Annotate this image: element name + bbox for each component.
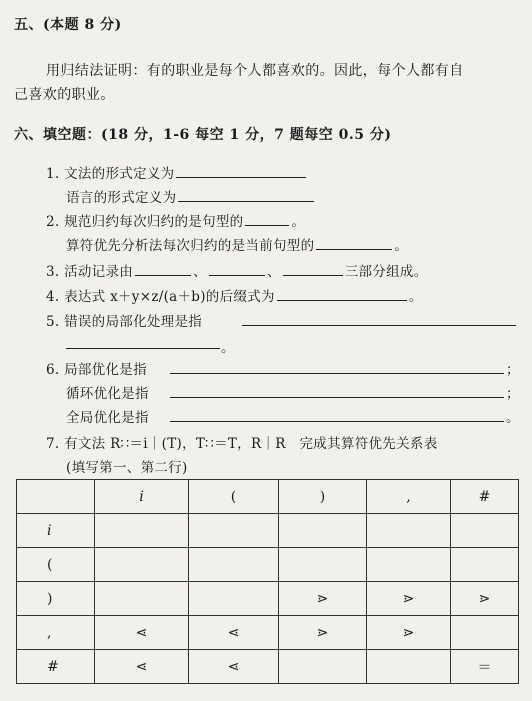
- table-row-header: #: [17, 650, 95, 684]
- table-cell[interactable]: [367, 514, 451, 548]
- table-cell[interactable]: [451, 514, 519, 548]
- table-cell[interactable]: [189, 514, 279, 548]
- table-cell: ⋗: [279, 582, 367, 616]
- table-row-header: (: [17, 548, 95, 582]
- q2-blank-b[interactable]: [316, 237, 392, 250]
- q3-line: [46, 260, 428, 280]
- table-cell[interactable]: [367, 548, 451, 582]
- table-cell[interactable]: [95, 548, 189, 582]
- q6-blank-loop[interactable]: [170, 397, 504, 398]
- table-cell: ⋖: [95, 616, 189, 650]
- q2-line-b: [66, 234, 408, 254]
- table-header-cell: ,: [367, 480, 451, 514]
- table-cell: ⋗: [451, 582, 519, 616]
- q7-line-a: 7. 有文法 R∷＝i｜(T)，T∷＝T，R｜R 完成其算符优先关系表: [46, 436, 438, 452]
- q2-canonical-label: 2. 规范归约每次归约的是句型的: [46, 214, 244, 230]
- table-row-header: ): [17, 582, 95, 616]
- q5-end: 。: [221, 340, 235, 356]
- q2-end-a: 。: [291, 214, 306, 230]
- table-header-cell: ): [279, 480, 367, 514]
- table-header-cell: #: [451, 480, 519, 514]
- q3-start-label: 3. 活动记录由: [46, 264, 134, 280]
- table-cell: ⋗: [367, 616, 451, 650]
- section5-heading: 五、(本题 8 分): [14, 17, 122, 33]
- table-cell: ⋖: [189, 616, 279, 650]
- q5-label: 5. 错误的局部化处理是指: [46, 314, 203, 330]
- q3-sep-2: 、: [266, 264, 281, 280]
- section5-text-line2: 己喜欢的职业。: [14, 87, 115, 103]
- table-cell: ⋖: [95, 650, 189, 684]
- table-header-cell: i: [95, 480, 189, 514]
- table-row-header: i: [17, 514, 95, 548]
- table-cell: ⋗: [279, 616, 367, 650]
- q1-blank-b[interactable]: [178, 189, 314, 202]
- q4-blank[interactable]: [277, 288, 407, 301]
- table-cell: [367, 650, 451, 684]
- q3-end-label: 三部分组成。: [344, 264, 428, 280]
- q6-global-label: 全局优化是指: [66, 410, 149, 426]
- q7-line-b: (填写第一、第二行): [66, 460, 188, 476]
- q1-line-a: [46, 162, 308, 182]
- precedence-table: [16, 479, 519, 684]
- q3-blank-1[interactable]: [135, 263, 191, 276]
- table-cell[interactable]: [95, 514, 189, 548]
- table-cell: [279, 650, 367, 684]
- q4-end: 。: [408, 289, 423, 305]
- q1-blank-a[interactable]: [176, 165, 306, 178]
- q2-blank-a[interactable]: [245, 213, 289, 226]
- q3-sep-1: 、: [193, 264, 207, 280]
- table-cell[interactable]: [451, 548, 519, 582]
- q2-end-b: 。: [394, 238, 409, 254]
- table-row: [17, 616, 519, 650]
- q6-blank-local[interactable]: [170, 373, 504, 374]
- q5-blank-a[interactable]: [242, 325, 516, 326]
- q6-loop-label: 循环优化是指: [66, 386, 149, 402]
- q3-blank-3[interactable]: [283, 263, 343, 276]
- q5-line: [46, 310, 202, 330]
- section5-text-line1: 用归结法证明：有的职业是每个人都喜欢的。因此，每个人都有自: [46, 63, 464, 79]
- table-cell: ⋗: [367, 582, 451, 616]
- table-cell: [451, 616, 519, 650]
- table-header-cell: (: [189, 480, 279, 514]
- q2-operator-precedence-label: 算符优先分析法每次归约的是当前句型的: [66, 238, 315, 254]
- q6-end-a: ；: [506, 362, 520, 378]
- table-row: [17, 650, 519, 684]
- table-cell: ＝: [451, 650, 519, 684]
- table-cell[interactable]: [279, 548, 367, 582]
- table-row: [17, 582, 519, 616]
- section6-heading: 六、填空题：(18 分，1-6 每空 1 分，7 题每空 0.5 分): [14, 127, 392, 143]
- table-row: [17, 548, 519, 582]
- q4-line: [46, 285, 423, 305]
- table-corner-cell: [17, 480, 95, 514]
- q6-end-c: 。: [506, 410, 520, 426]
- table-cell: [189, 582, 279, 616]
- table-cell: [95, 582, 189, 616]
- table-row: [17, 514, 519, 548]
- table-header-row: [17, 480, 519, 514]
- q2-line-a: [46, 210, 305, 230]
- table-cell[interactable]: [279, 514, 367, 548]
- q1-line-b: [66, 186, 316, 206]
- table-row-header: ,: [17, 616, 95, 650]
- q3-blank-2[interactable]: [209, 263, 265, 276]
- q6-blank-global[interactable]: [170, 421, 504, 422]
- q5-blank-b[interactable]: [66, 348, 220, 349]
- q1-grammar-def-label: 1. 文法的形式定义为: [46, 166, 175, 182]
- q6-local-label: 6. 局部优化是指: [46, 362, 147, 378]
- table-cell: ⋖: [189, 650, 279, 684]
- table-cell[interactable]: [189, 548, 279, 582]
- q6-end-b: ；: [506, 386, 520, 402]
- q1-language-def-label: 语言的形式定义为: [66, 190, 177, 206]
- q4-expression-label: 4. 表达式 x＋y×z/(a＋b)的后缀式为: [46, 289, 275, 305]
